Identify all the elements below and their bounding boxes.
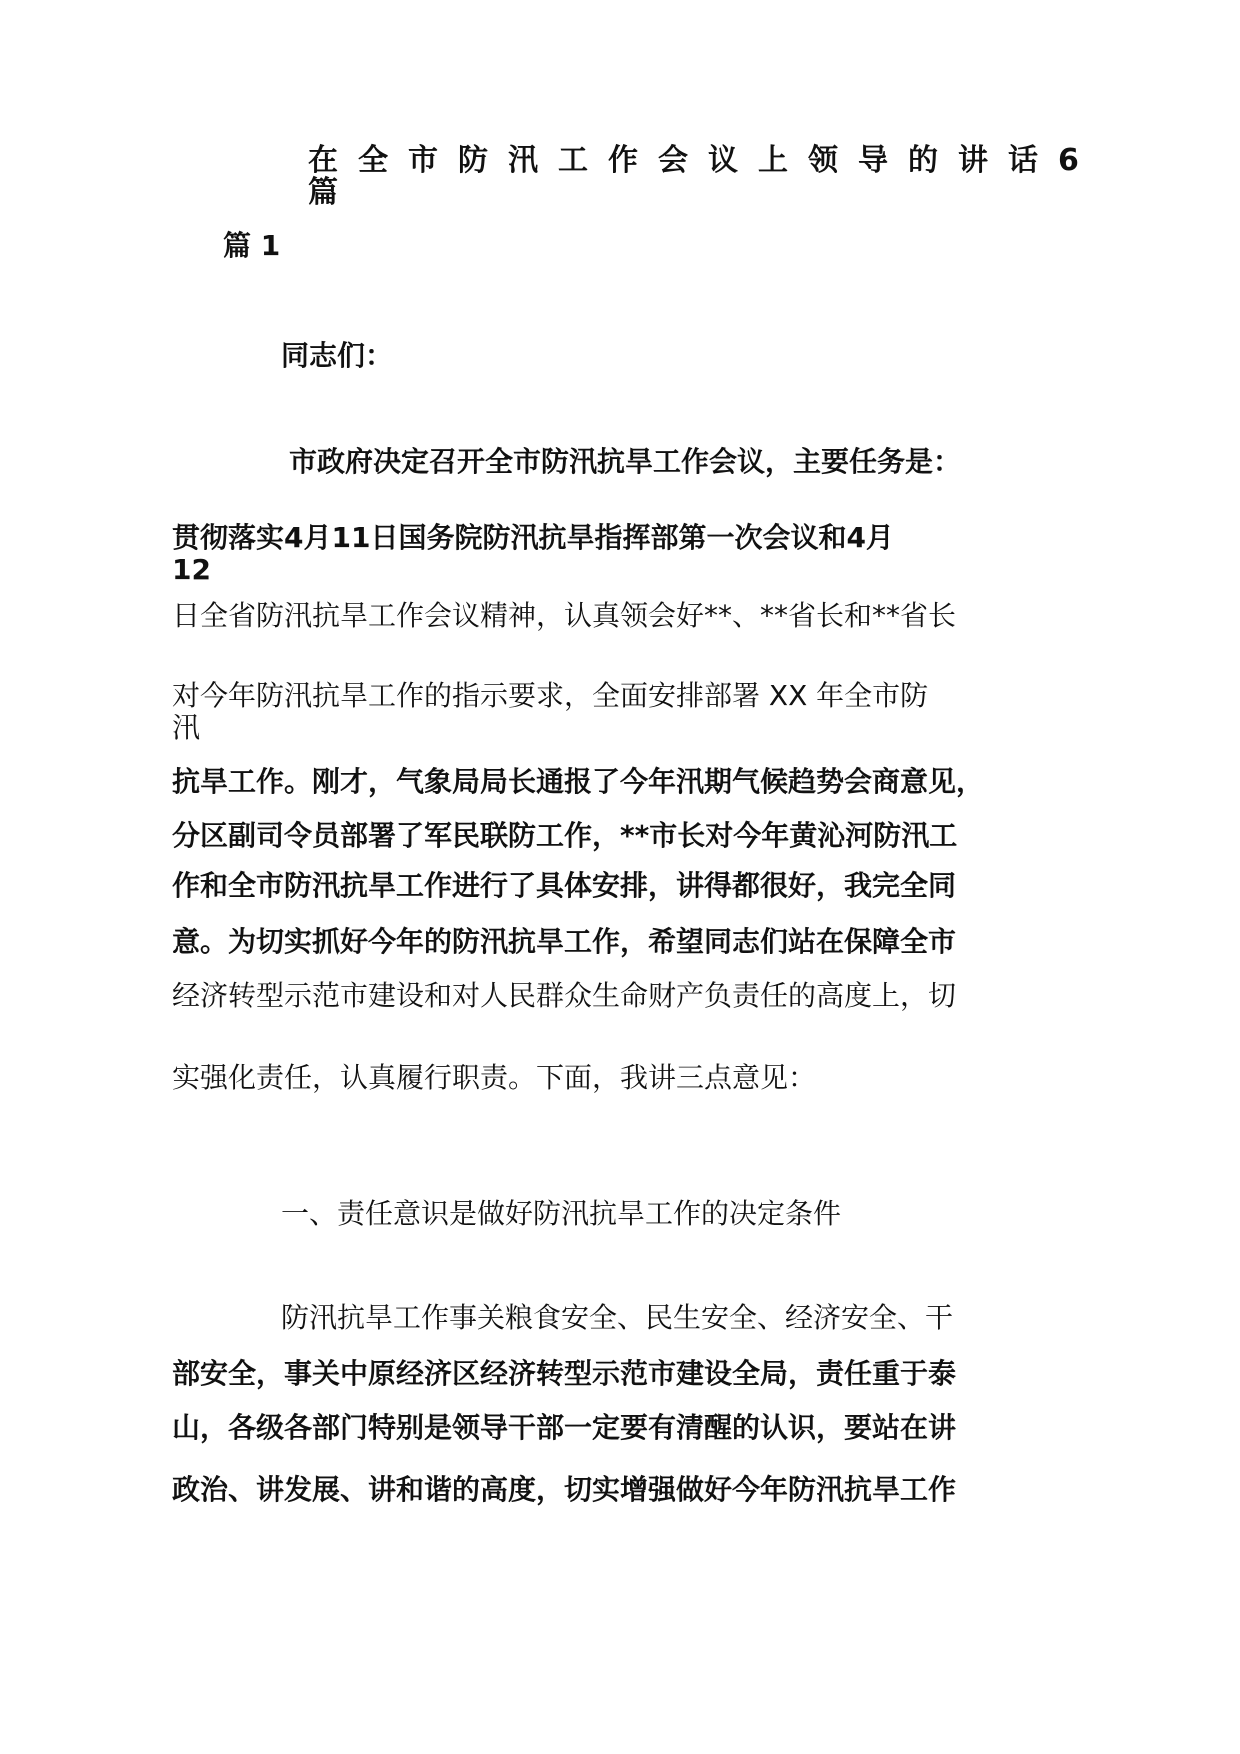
body-line: 作和全市防汛抗旱工作进行了具体安排，讲得都很好，我完全同 xyxy=(172,869,957,902)
body-line: 政治、讲发展、讲和谐的高度，切实增强做好今年防汛抗旱工作 xyxy=(172,1473,957,1506)
body-line: 汛 xyxy=(172,711,201,744)
body-line: 12 xyxy=(172,553,211,586)
body-line: 市政府决定召开全市防汛抗旱工作会议，主要任务是： xyxy=(289,445,962,478)
body-line: 日全省防汛抗旱工作会议精神，认真领会好**、**省长和**省长 xyxy=(172,599,957,632)
body-line: 抗旱工作。刚才，气象局局长通报了今年汛期气候趋势会商意见， xyxy=(172,765,985,798)
body-line: 一、责任意识是做好防汛抗旱工作的决定条件 xyxy=(281,1197,842,1230)
document-title-line-1: 在全市防汛工作会议上领导的讲话6 xyxy=(308,143,1099,178)
body-line: 部安全，事关中原经济区经济转型示范市建设全局，责任重于泰 xyxy=(172,1357,957,1390)
salutation: 同志们： xyxy=(281,339,394,372)
document-title-line-2: 篇 xyxy=(308,175,358,210)
body-line: 实强化责任，认真履行职责。下面，我讲三点意见： xyxy=(172,1061,817,1094)
body-line: 山，各级各部门特别是领导干部一定要有清醒的认识，要站在讲 xyxy=(172,1411,957,1444)
body-line: 防汛抗旱工作事关粮食安全、民生安全、经济安全、干 xyxy=(281,1301,954,1334)
section-label: 篇 1 xyxy=(223,229,281,262)
body-line: 意。为切实抓好今年的防汛抗旱工作，希望同志们站在保障全市 xyxy=(172,925,957,958)
body-line: 贯彻落实4月11日国务院防汛抗旱指挥部第一次会议和4月 xyxy=(172,521,894,554)
body-line: 分区副司令员部署了军民联防工作，**市长对今年黄沁河防汛工 xyxy=(172,819,958,852)
body-line: 对今年防汛抗旱工作的指示要求，全面安排部署 XX 年全市防 xyxy=(172,679,929,712)
body-line: 经济转型示范市建设和对人民群众生命财产负责任的高度上，切 xyxy=(172,979,957,1012)
